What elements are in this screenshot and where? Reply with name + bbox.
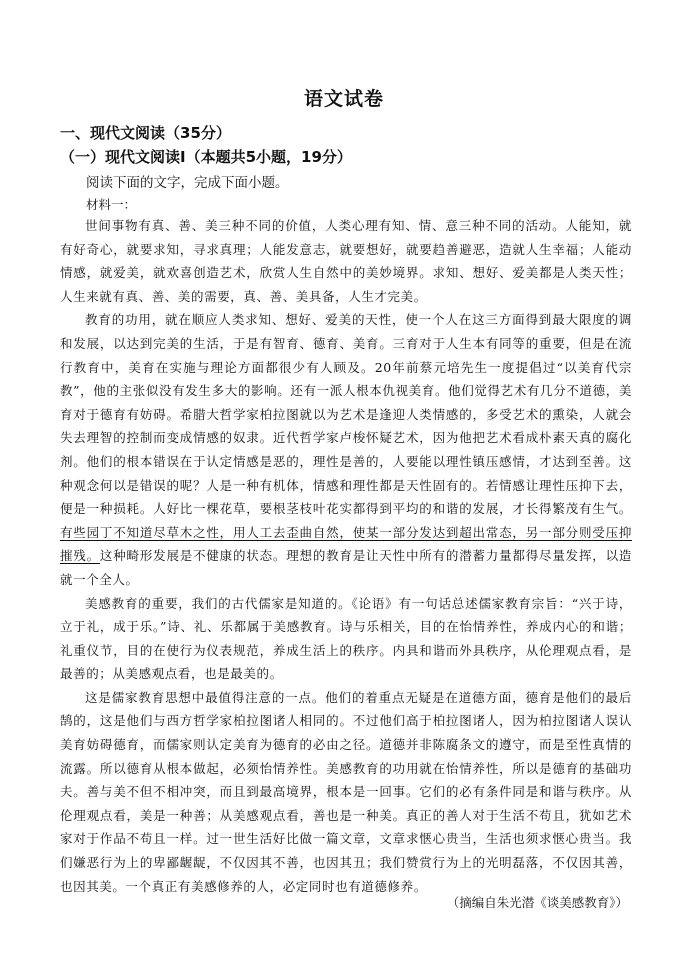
- subsection-heading: （一）现代文阅读Ⅰ（本题共5小题，19分）: [60, 148, 352, 166]
- reading-instruction: 阅读下面的文字，完成下面小题。: [86, 175, 289, 191]
- paragraph-3: 美感教育的重要，我们的古代儒家是知道的。《论语》有一句话总述儒家教育宗旨：“兴于诗，立于礼，成于乐。”诗、礼、乐都属于美感教育。诗与乐相关，目的在怡情养性，养成内心的和谐；礼重仪节，目的在使行为仪表规范，养成生活上的秩序。内具和谐而外具秩序，从伦理观点看，是最善的；从美感观点看，也是最美的。: [60, 595, 632, 682]
- source-citation: （摘编自朱光潜《谈美感教育》）: [446, 895, 628, 910]
- page-title: 语文试卷: [303, 88, 384, 110]
- underlined-sentence: 有些园丁不知道尽草木之性，用人工去歪曲自然，使某一部分发达到超出常态，另一部分则受压抑摧残。: [60, 524, 632, 564]
- paragraph-2-text-b: 这种畸形发展是不健康的状态。理想的教育是让天性中所有的潜蓄力量都得尽量发挥，以造就一个全人。: [60, 548, 632, 587]
- paragraph-1: 世间事物有真、善、美三种不同的价值，人类心理有知、情、意三种不同的活动。人能知，就有好奇心，就要求知，寻求真理；人能发意志，就要想好，就要趋善避恶，造就人生幸福；人能动情感，就爱美，就欢喜创造艺术，欣赏人生自然中的美妙境界。求知、想好、爱美都是人类天性；人生来就有真、善、美的需要，真、善、美具备，人生才完美。: [60, 218, 632, 304]
- material-label: 材料一：: [86, 197, 137, 212]
- paragraph-2: [60, 308, 632, 591]
- passage-body: [60, 214, 632, 898]
- paragraph-2-text-a: 教育的功用，就在顺应人类求知、想好、爱美的天性，使一个人在这三方面得到最大限度的调和发展，以达到完美的生活，于是有智育、德育、美育。三育对于人生本有同等的重要，但是在流行教育中，美育在实施与理论方面都很少有人顾及。20年前蔡元培先生一度提倡过“以美育代宗教”，他的主张似没有发生多大的影响。还有一派人根本仇视美育。他们觉得艺术有几分不道德，美育对于德育有妨碍。希腊大哲学家柏拉图就以为艺术是逢迎人类情感的，多受艺术的熏染，人就会失去理智的控制而变成情感的奴隶。近代哲学家卢梭怀疑艺术，因为他把艺术看成朴素天真的腐化剂。他们的根本错误在于认定情感是恶的，理性是善的，人要能以理性镇压感情，才达到至善。这种观念何以是错误的呢？人是一种有机体，情感和理性都是天性固有的。若情感让理性压抑下去，便是一种损耗。人好比一棵花草，要根茎枝叶花实都得到平均的和谐的发展，才长得繁茂有生气。: [60, 312, 632, 517]
- section-heading: 一、现代文阅读（35分）: [60, 124, 231, 142]
- paragraph-4: 这是儒家教育思想中最值得注意的一点。他们的着重点无疑是在道德方面，德育是他们的最后鹄的，这是他们与西方哲学家柏拉图诸人相同的。不过他们高于柏拉图诸人，因为柏拉图诸人误认美育妨碍德育，而儒家则认定美育为德育的必由之径。道德并非陈腐条文的遵守，而是至性真情的流露。所以德育从根本做起，必须怡情养性。美感教育的功用就在怡情养性，所以是德育的基础功夫。善与美不但不相冲突，而且到最高境界，根本是一回事。它们的必有条件同是和谐与秩序。从伦理观点看，美是一种善；从美感观点看，善也是一种美。真正的善人对于生活不苟且，犹如艺术家对于作品不苟且一样。过一世生活好比做一篇文章，文章求惬心贵当，生活也须求惬心贵当。我们嫌恶行为上的卑鄙龌龊，不仅因其不善，也因其丑；我们赞赏行为上的光明磊落，不仅因其善，也因其美。一个真正有美感修养的人，必定同时也有道德修养。: [60, 689, 632, 894]
